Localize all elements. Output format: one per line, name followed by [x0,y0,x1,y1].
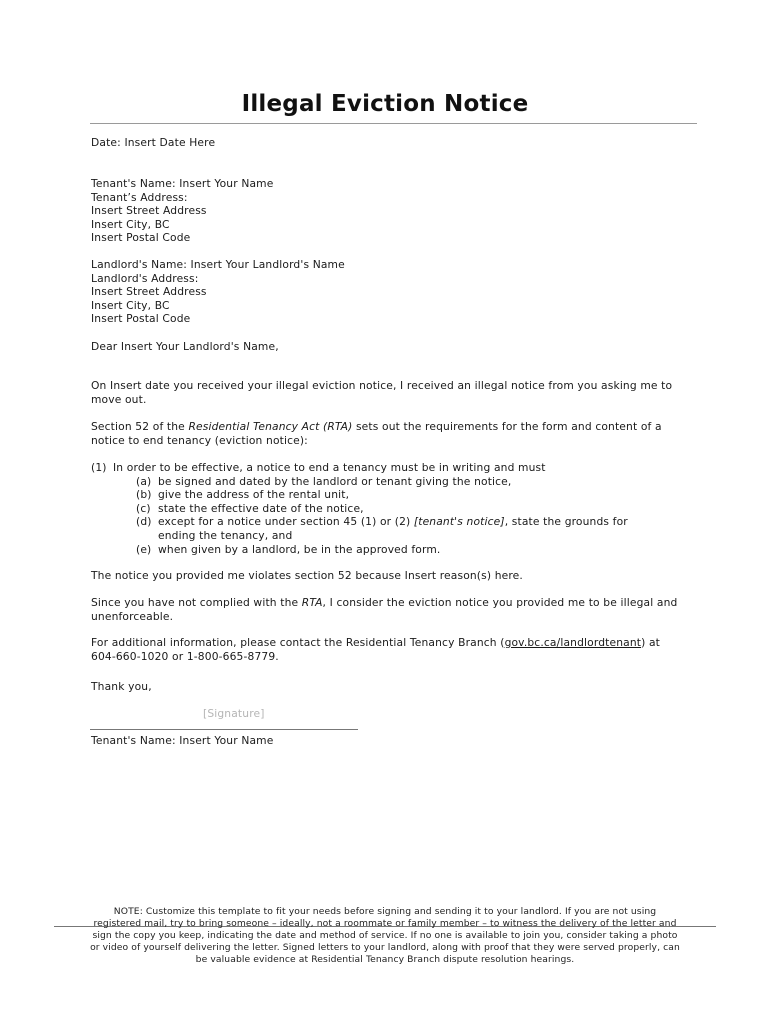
list-subitem-e [91,543,681,557]
para5-before: For additional information, please contact the Residential Tenancy Branch ( [91,636,505,649]
subitem-text: when given by a landlord, be in the approved form. [158,542,441,556]
landlord-postal: Insert Postal Code [91,312,191,326]
para4-before: Since you have not complied with the [91,596,302,609]
subitem-letter: (b) [136,488,152,502]
list-subitem-c [91,502,681,516]
subitem-text: give the address of the rental unit, [158,488,350,502]
landlord-city: Insert City, BC [91,298,170,312]
list-subitem-d [91,515,681,542]
subitem-text-after: , state the grounds for ending the tenancy, and [158,515,628,542]
para2-text [91,420,681,447]
paragraph-received-notice [91,379,681,406]
para4-rta: RTA [301,596,323,609]
tenant-city: Insert City, BC [91,217,170,231]
paragraph-section-52 [91,420,681,447]
list-subitem-a [91,475,681,489]
signature-name: Tenant's Name: Insert Your Name [91,734,274,747]
subitem-text: state the effective date of the notice, [158,501,364,515]
list-subitem-b [91,488,681,502]
subitem-text-before: except for a notice under section 45 (1) or (2) [158,515,414,529]
salutation: Dear Insert Your Landlord's Name, [91,340,279,353]
paragraph-violation [91,569,681,583]
signature-line [90,729,358,730]
rtb-website-link[interactable]: gov.bc.ca/landlordtenant [504,636,642,649]
tenant-postal: Insert Postal Code [91,231,191,245]
subitem-letter: (e) [136,542,152,556]
signature-placeholder[interactable]: [Signature] [203,707,265,720]
closing-block [91,680,681,694]
tenant-block [91,177,681,245]
list-lead-text: In order to be effective, a notice to end a tenancy must be in writing and must [113,461,546,474]
subitem-italic-ref: [tenant's notice] [413,515,505,529]
para1-text: On Insert date you received your illegal eviction notice, I received an illegal notice from you asking me to move out. [91,379,673,406]
para4-after: , I consider the eviction notice you provided me to be illegal and unenforceable. [91,596,678,623]
para2-act-name: Residential Tenancy Act (RTA) [188,420,353,433]
subitem-letter: (a) [136,474,152,488]
landlord-street: Insert Street Address [91,285,207,299]
paragraph-contact [91,636,681,663]
para2-after: sets out the requirements for the form and content of a notice to end tenancy (eviction notice): [91,420,662,447]
tenant-street: Insert Street Address [91,204,207,218]
subitem-text: be signed and dated by the landlord or tenant giving the notice, [158,474,512,488]
date-block [91,136,681,150]
list-item-1 [91,461,681,475]
landlord-name-line: Landlord's Name: Insert Your Landlord's Name [91,258,345,271]
landlord-address-label: Landlord's Address: [91,271,199,285]
footnote-note: NOTE: Customize this template to fit your needs before signing and sending it to your landlord. If you are not using registered mail, try to bring someone – ideally, not a roommate or family member – to witness the delivery of the letter and sign the copy you keep, indicating the date and method of service. If no one is available to join you, consider taking a photo or video of yourself delivering the letter. Signed letters to your landlord, along with proof that they were served properly, can be valuable evidence at Residential Tenancy Branch dispute resolution hearings. [90,906,680,965]
para2-before: Section 52 of the [91,420,189,433]
landlord-block [91,258,681,326]
salutation-block [91,340,681,354]
subitem-letter: (c) [136,501,151,515]
para3-text: The notice you provided me violates section 52 because Insert reason(s) here. [91,569,523,582]
para5-text [91,636,681,663]
para5-after: ) at 604-660-1020 or 1-800-665-8779. [91,636,661,663]
tenant-name-line: Tenant's Name: Insert Your Name [91,177,274,190]
subitem-letter: (d) [136,515,152,529]
closing-text: Thank you, [91,680,152,693]
paragraph-unenforceable [91,596,681,623]
date-line: Date: Insert Date Here [91,136,216,149]
title-divider [90,123,697,124]
para4-text [91,596,681,623]
list-number: (1) [91,461,107,474]
tenant-address-label: Tenant’s Address: [91,190,188,204]
signature-name-block [91,734,681,748]
document-title: Illegal Eviction Notice [241,91,529,117]
requirements-list [91,461,681,556]
